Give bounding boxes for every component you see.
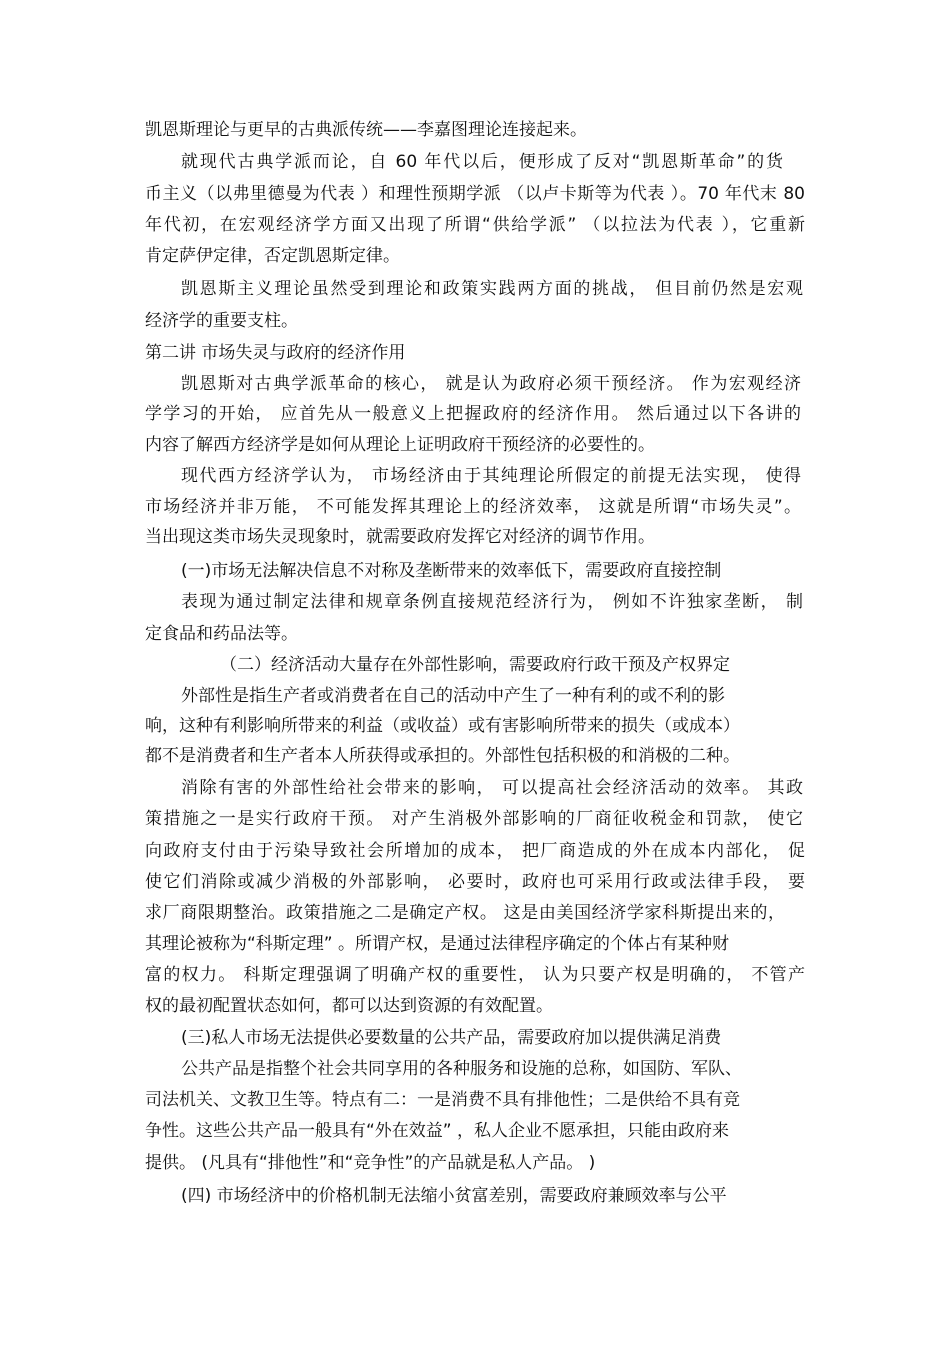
- text-line: 年代初，在宏观经济学方面又出现了所谓“供给学派” （以拉法为代表 ），它重新: [145, 215, 805, 235]
- text-line: 其理论被称为“科斯定理” 。所谓产权，是通过法律程序确定的个体占有某种财: [145, 934, 730, 954]
- text-line: 学学习的开始， 应首先从一般意义上把握政府的经济作用。 然后通过以下各讲的: [145, 404, 801, 424]
- text-line: 凯恩斯理论与更早的古典派传统——李嘉图理论连接起来。: [145, 120, 587, 140]
- text-line: 市场经济并非万能， 不可能发挥其理论上的经济效率， 这就是所谓“市场失灵”。: [145, 497, 801, 517]
- text-line: 响，这种有利影响所带来的利益（或收益）或有害影响所带来的损失（或成本）: [145, 716, 740, 736]
- section-heading: 第二讲 市场失灵与政府的经济作用: [145, 343, 406, 363]
- text-line: 策措施之一是实行政府干预。 对产生消极外部影响的厂商征收税金和罚款， 使它: [145, 809, 803, 829]
- text-line: 富的权力。 科斯定理强调了明确产权的重要性， 认为只要产权是明确的， 不管产: [145, 965, 805, 985]
- text-line: 肯定萨伊定律，否定凯恩斯定律。: [145, 246, 400, 266]
- text-line: 外部性是指生产者或消费者在自己的活动中产生了一种有利的或不利的影: [181, 686, 725, 706]
- text-line: 内容了解西方经济学是如何从理论上证明政府干预经济的必要性的。: [145, 435, 655, 455]
- text-line: 表现为通过制定法律和规章条例直接规范经济行为， 例如不许独家垄断， 制: [181, 592, 803, 612]
- text-line: 凯恩斯主义理论虽然受到理论和政策实践两方面的挑战， 但目前仍然是宏观: [181, 279, 803, 299]
- subsection-heading: (一)市场无法解决信息不对称及垄断带来的效率低下，需要政府直接控制: [181, 561, 722, 581]
- text-line: 争性。这些公共产品一般具有“外在效益” ，私人企业不愿承担，只能由政府来: [145, 1121, 730, 1141]
- text-line: 凯恩斯对古典学派革命的核心， 就是认为政府必须干预经济。 作为宏观经济: [181, 374, 801, 394]
- text-line: 求厂商限期整治。政策措施之二是确定产权。 这是由美国经济学家科斯提出来的，: [145, 903, 785, 923]
- text-line: 公共产品是指整个社会共同享用的各种服务和设施的总称，如国防、军队、: [181, 1059, 742, 1079]
- subsection-heading: (三)私人市场无法提供必要数量的公共产品，需要政府加以提供满足消费: [181, 1028, 722, 1048]
- text-line: 币主义（以弗里德曼为代表 ）和理性预期学派 （以卢卡斯等为代表 ）。70 年代末 80: [145, 184, 805, 204]
- subsection-heading: （二）经济活动大量存在外部性影响，需要政府行政干预及产权界定: [220, 655, 730, 675]
- text-line: 经济学的重要支柱。: [145, 311, 298, 331]
- text-line: 当出现这类市场失灵现象时，就需要政府发挥它对经济的调节作用。: [145, 527, 655, 547]
- text-line: 就现代古典学派而论，自 60 年代以后，便形成了反对“凯恩斯革命”的货: [181, 152, 783, 172]
- text-line: 司法机关、文教卫生等。特点有二：一是消费不具有排他性；二是供给不具有竞: [145, 1090, 740, 1110]
- text-line: 权的最初配置状态如何，都可以达到资源的有效配置。: [145, 996, 553, 1016]
- text-line: 定食品和药品法等。: [145, 624, 298, 644]
- text-line: 使它们消除或减少消极的外部影响， 必要时，政府也可采用行政或法律手段， 要: [145, 872, 805, 892]
- text-line: 消除有害的外部性给社会带来的影响， 可以提高社会经济活动的效率。 其政: [181, 778, 803, 798]
- text-line: 现代西方经济学认为， 市场经济由于其纯理论所假定的前提无法实现， 使得: [181, 466, 801, 486]
- text-line: 向政府支付由于污染导致社会所增加的成本， 把厂商造成的外在成本内部化， 促: [145, 841, 805, 861]
- text-line: 提供。 (凡具有“排他性”和“竞争性”的产品就是私人产品。 ): [145, 1153, 596, 1173]
- text-line: 都不是消费者和生产者本人所获得或承担的。外部性包括积极的和消极的二种。: [145, 746, 740, 766]
- subsection-heading: (四) 市场经济中的价格机制无法缩小贫富差别，需要政府兼顾效率与公平: [181, 1186, 727, 1206]
